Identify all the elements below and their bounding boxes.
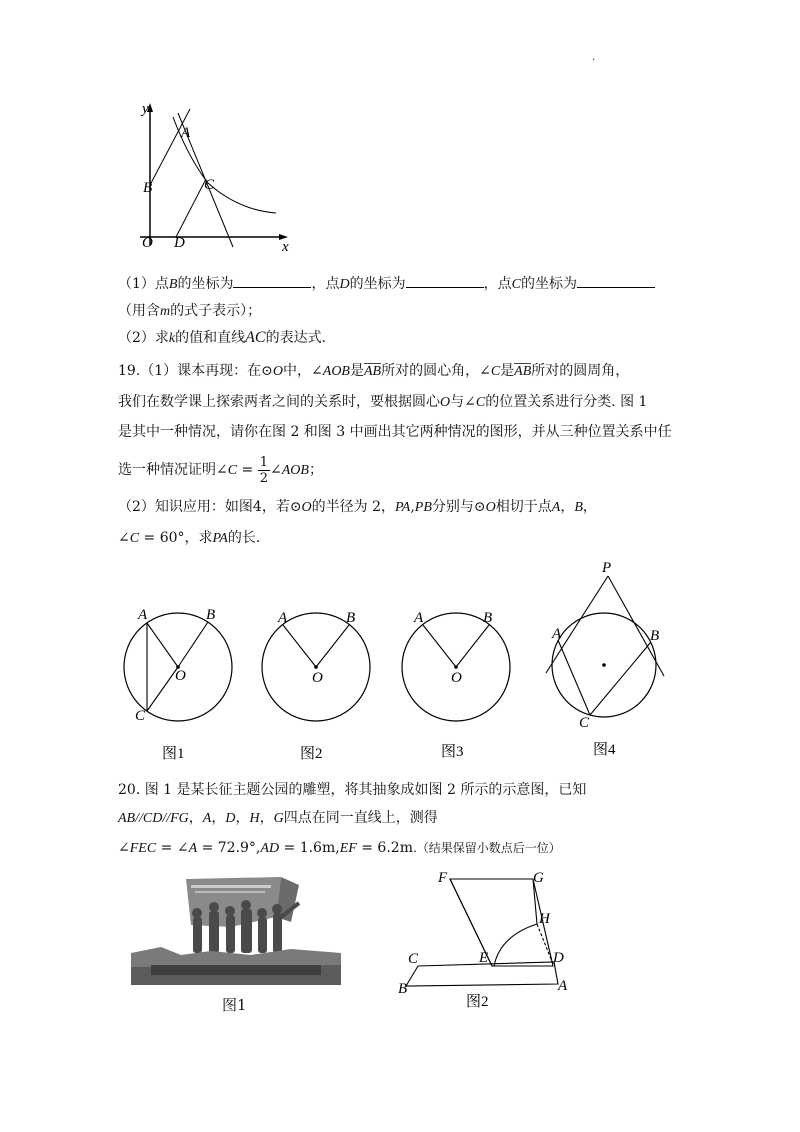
line-ba [150,109,190,185]
q19-fig2 [258,598,388,768]
radius-oa [423,625,456,667]
blank-b [233,287,311,288]
label-a: A [181,125,191,141]
label-o: O [451,670,462,686]
caption: 图2 [466,994,489,1010]
fraction-half: $\frac{1}{2}$ [259,454,268,486]
q18-part2: （2）求k的值和直线AC的表达式. [118,329,327,346]
q19-line5: （2）知识应用：如图4，若⊙O的半径为 2，PA,PB分别与⊙O相切于点A，B， [118,499,597,515]
blank-c [577,287,655,288]
line-cd [176,179,206,237]
q19-line2: 我们在数学课上探索两者之间的关系时，要根据圆心O与∠C的位置关系进行分类. 图 1 [118,394,648,410]
label-y: y [142,101,149,117]
label-c: C [135,708,146,724]
q20-line3: ∠FEC = ∠A = 72.9°,AD = 1.6m,EF = 6.2m.（结果保留小数点后一位） [118,840,561,856]
q18-part1-note: （用含m的式子表示）； [118,303,262,319]
label-b: B [346,610,356,626]
segment-co [147,667,178,711]
sculpture-photo [131,877,341,985]
blank-d [406,287,484,288]
caption: 图2 [300,746,323,762]
q19-fig4 [538,558,678,768]
label-a: A [558,978,568,994]
label-a: A [278,610,288,626]
q19-fig3 [398,598,528,768]
label-b: B [206,607,216,623]
label-h: H [539,911,550,927]
radius-oa [283,625,316,667]
q20-fig2 [398,866,578,1016]
label-f: F [438,870,448,886]
chord-ac [558,640,590,715]
radius-oa [147,623,178,667]
photo-caption: 图1 [222,996,247,1014]
caption: 图1 [162,746,185,762]
caption: 图3 [441,744,464,760]
label-a: A [552,626,562,642]
label-b: B [143,180,153,196]
label-b: B [483,610,493,626]
caption: 图4 [593,742,616,758]
label-x: x [282,239,289,255]
chord-cb [590,642,651,715]
label-a: A [414,610,424,626]
radius-ob [456,625,489,667]
label-a: A [138,607,148,623]
q19-line4: 选一种情况证明∠C = $\frac{1}{2}$ ∠AOB； [118,454,323,486]
corner-mark: . [592,52,596,63]
q19-line3: 是其中一种情况，请你在图 2 和图 3 中画出其它两种情况的图形，并从三种位置关系中任 [118,424,672,440]
label-origin: O [142,235,153,251]
pedestal [151,965,321,975]
q19-line1: 19.（1）课本再现：在⊙O中，∠AOB是AB所对的圆心角，∠C是AB所对的圆周角， [118,363,630,379]
q19-fig1 [118,598,248,768]
center-dot [454,665,458,669]
q18-graph [128,95,300,255]
label-e: E [479,950,489,966]
radius-ob [178,622,208,667]
label-d: D [553,950,564,966]
tangent-pb [608,576,664,676]
q18-part1: （1）点B的坐标为 ，点D的坐标为 ，点C的坐标为 [118,274,655,295]
label-d: D [174,235,185,251]
label-c: C [204,177,215,193]
label-p: P [602,560,612,576]
label-b: B [650,628,660,644]
label-c: C [579,715,590,731]
label-b: B [398,981,408,997]
parallelogram-fgde [450,879,553,966]
center-dot [314,665,318,669]
label-o: O [175,668,186,684]
radius-ob [316,625,349,667]
q20-line2: AB//CD//FG，A，D，H，G四点在同一直线上，测得 [118,810,438,826]
arc-eh [494,924,537,966]
q20-line1: 20. 图 1 是某长征主题公园的雕塑，将其抽象成如图 2 所示的示意图，已知 [118,782,587,798]
label-o: O [312,670,323,686]
tangent-pa [546,576,608,673]
label-c: C [408,951,419,967]
q19-line6: ∠C = 60°，求PA的长. [118,530,261,546]
center-dot [602,663,606,667]
label-g: G [533,870,544,886]
